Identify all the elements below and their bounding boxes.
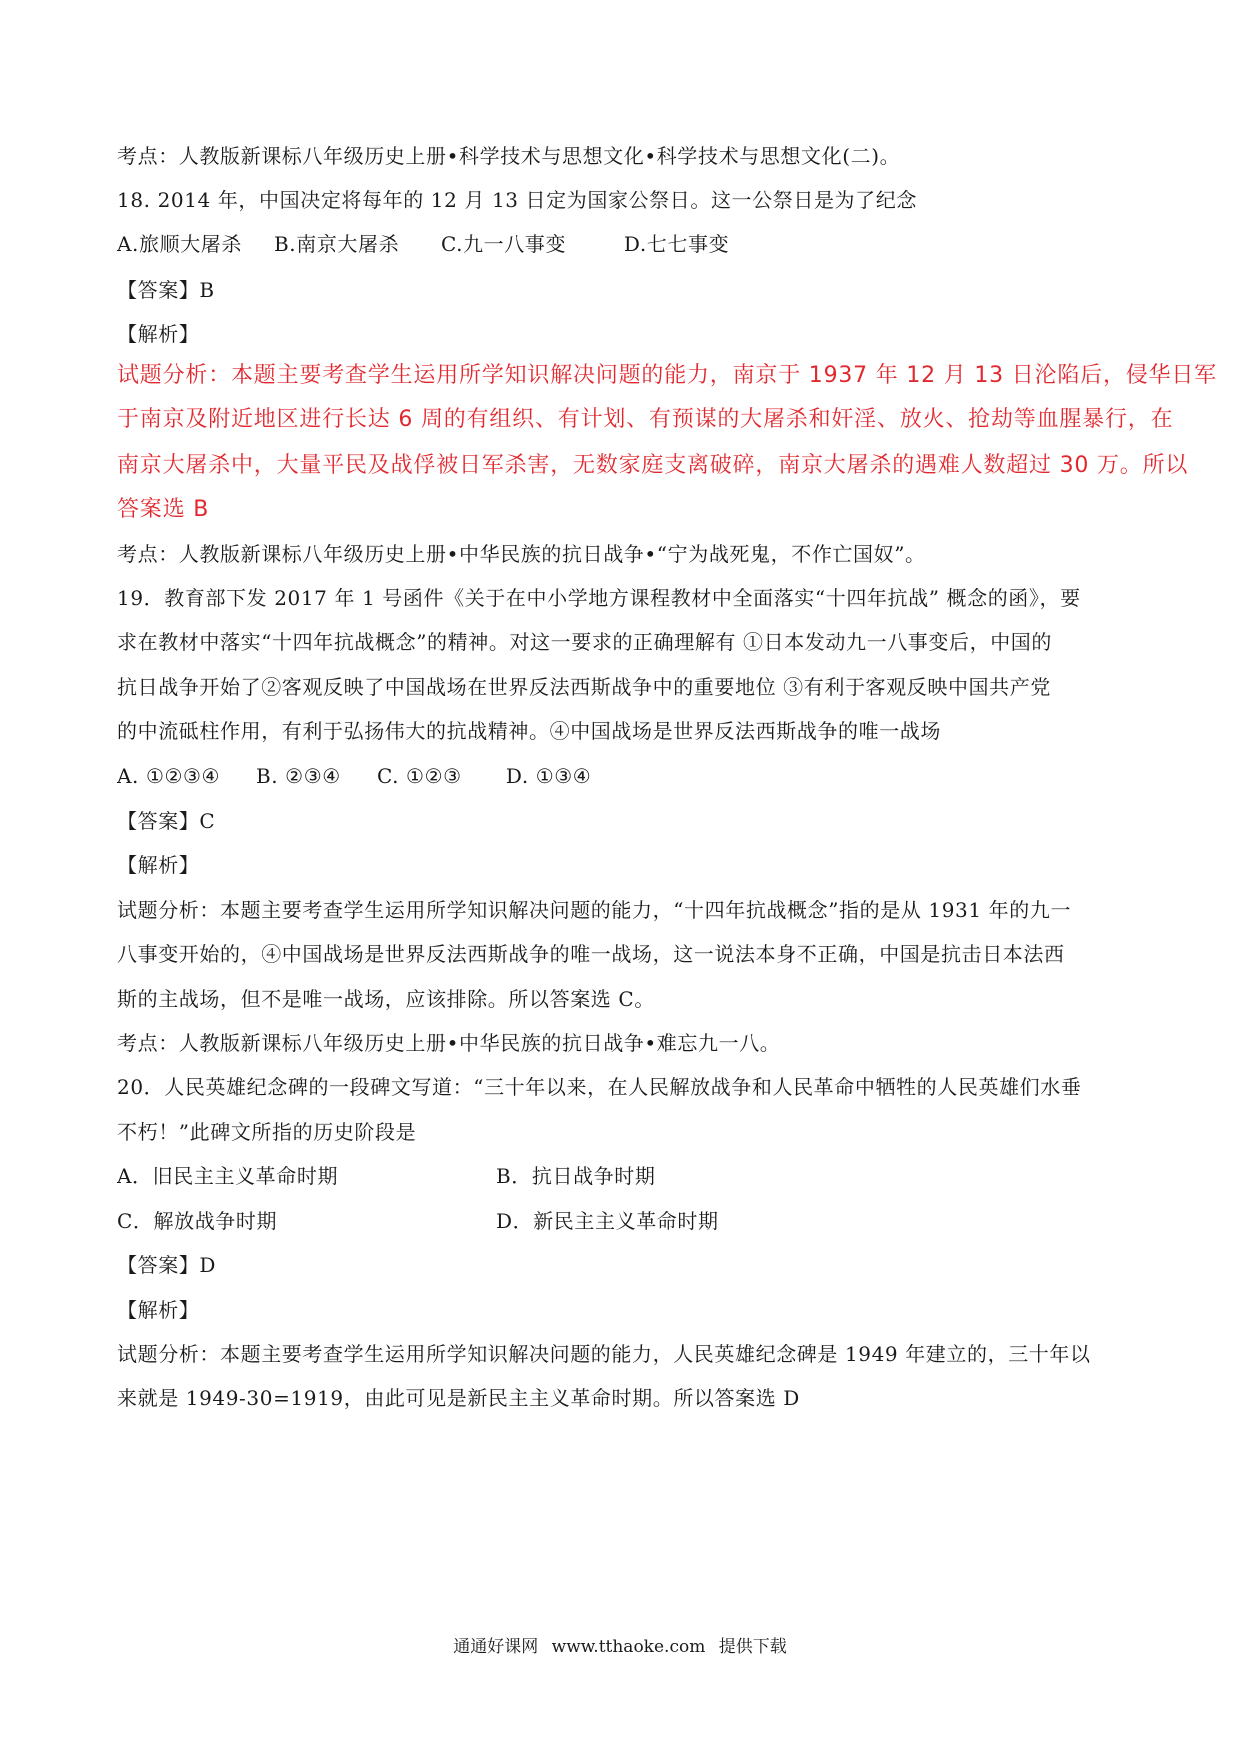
question-19-stem-3: 抗日战争开始了②客观反映了中国战场在世界反法西斯战争中的重要地位 ③有利于客观反映中国共产党 [117, 675, 1051, 699]
question-20-stem-2: 不朽！”此碑文所指的历史阶段是 [117, 1120, 417, 1144]
option-b: B.南京大屠杀 [273, 232, 400, 256]
option-a: A. ①②③④ [117, 764, 221, 788]
option-c: C．解放战争时期 [117, 1209, 278, 1233]
page-footer [0, 1635, 1240, 1659]
option-d: D.七七事变 [623, 232, 730, 256]
analysis-18-line-2: 于南京及附近地区进行长达 6 周的有组织、有计划、有预谋的大屠杀和奸淫、放火、抢劫等血腥暴行，在 [117, 407, 1174, 432]
question-19-options [117, 762, 1137, 790]
analysis-19-line-3: 斯的主战场，但不是唯一战场，应该排除。所以答案选 C。 [117, 987, 655, 1011]
footer-suffix: 提供下载 [718, 1637, 787, 1657]
answer-18: 【答案】B [117, 278, 215, 302]
exam-point-17: 考点：人教版新课标八年级历史上册•科学技术与思想文化•科学技术与思想文化(二)。 [117, 144, 901, 168]
option-d: D．新民主主义革命时期 [495, 1209, 719, 1233]
option-a: A．旧民主主义革命时期 [117, 1164, 339, 1188]
footer-brand: 通通好课网 [453, 1637, 539, 1657]
question-20-options-row-1 [117, 1162, 1137, 1190]
question-19-stem-2: 求在教材中落实“十四年抗战概念”的精神。对这一要求的正确理解有 ①日本发动九一八事变后，中国的 [117, 630, 1053, 654]
answer-19: 【答案】C [117, 809, 216, 833]
question-18-stem: 18. 2014 年，中国决定将每年的 12 月 13 日定为国家公祭日。这一公祭日是为了纪念 [117, 188, 917, 212]
option-d: D. ①③④ [505, 764, 592, 788]
option-c: C.九一八事变 [440, 232, 567, 256]
footer-url[interactable]: www.tthaoke.com [551, 1637, 706, 1657]
analysis-20-line-2: 来就是 1949-30=1919，由此可见是新民主主义革命时期。所以答案选 D [117, 1386, 800, 1410]
exam-point-19: 考点：人教版新课标八年级历史上册•中华民族的抗日战争•难忘九一八。 [117, 1031, 781, 1055]
analysis-heading-20: 【解析】 [117, 1298, 200, 1322]
option-b: B．抗日战争时期 [495, 1164, 656, 1188]
question-20-options-row-2 [117, 1207, 1137, 1235]
question-20-stem-1: 20．人民英雄纪念碑的一段碑文写道：“三十年以来，在人民解放战争和人民革命中牺牲的人民英雄们水垂 [117, 1075, 1082, 1099]
exam-point-18: 考点：人教版新课标八年级历史上册•中华民族的抗日战争•“宁为战死鬼，不作亡国奴”。 [117, 542, 926, 566]
analysis-18-line-3: 南京大屠杀中，大量平民及战俘被日军杀害，无数家庭支离破碎，南京大屠杀的遇难人数超过 30 万。所以 [117, 453, 1189, 478]
answer-20: 【答案】D [117, 1253, 217, 1277]
analysis-heading-19: 【解析】 [117, 853, 200, 877]
analysis-19-line-2: 八事变开始的，④中国战场是世界反法西斯战争的唯一战场，这一说法本身不正确，中国是抗击日本法西 [117, 942, 1065, 966]
option-a: A.旅顺大屠杀 [117, 232, 243, 256]
analysis-18-line-4: 答案选 B [117, 497, 210, 522]
option-b: B. ②③④ [255, 764, 341, 788]
question-19-stem-4: 的中流砥柱作用，有利于弘扬伟大的抗战精神。④中国战场是世界反法西斯战争的唯一战场 [117, 719, 941, 743]
analysis-20-line-1: 试题分析：本题主要考查学生运用所学知识解决问题的能力，人民英雄纪念碑是 1949 年建立的，三十年以 [117, 1342, 1091, 1366]
analysis-heading-18: 【解析】 [117, 322, 200, 346]
analysis-19-line-1: 试题分析：本题主要考查学生运用所学知识解决问题的能力，“十四年抗战概念”指的是从 1931 年的九一 [117, 898, 1072, 922]
question-18-options [117, 230, 1137, 258]
option-c: C. ①②③ [376, 764, 462, 788]
analysis-18-line-1: 试题分析：本题主要考查学生运用所学知识解决问题的能力，南京于 1937 年 12 月 13 日沦陷后，侵华日军 [117, 363, 1217, 388]
question-19-stem-1: 19．教育部下发 2017 年 1 号函件《关于在中小学地方课程教材中全面落实“十四年抗战” 概念的函》，要 [117, 586, 1081, 610]
